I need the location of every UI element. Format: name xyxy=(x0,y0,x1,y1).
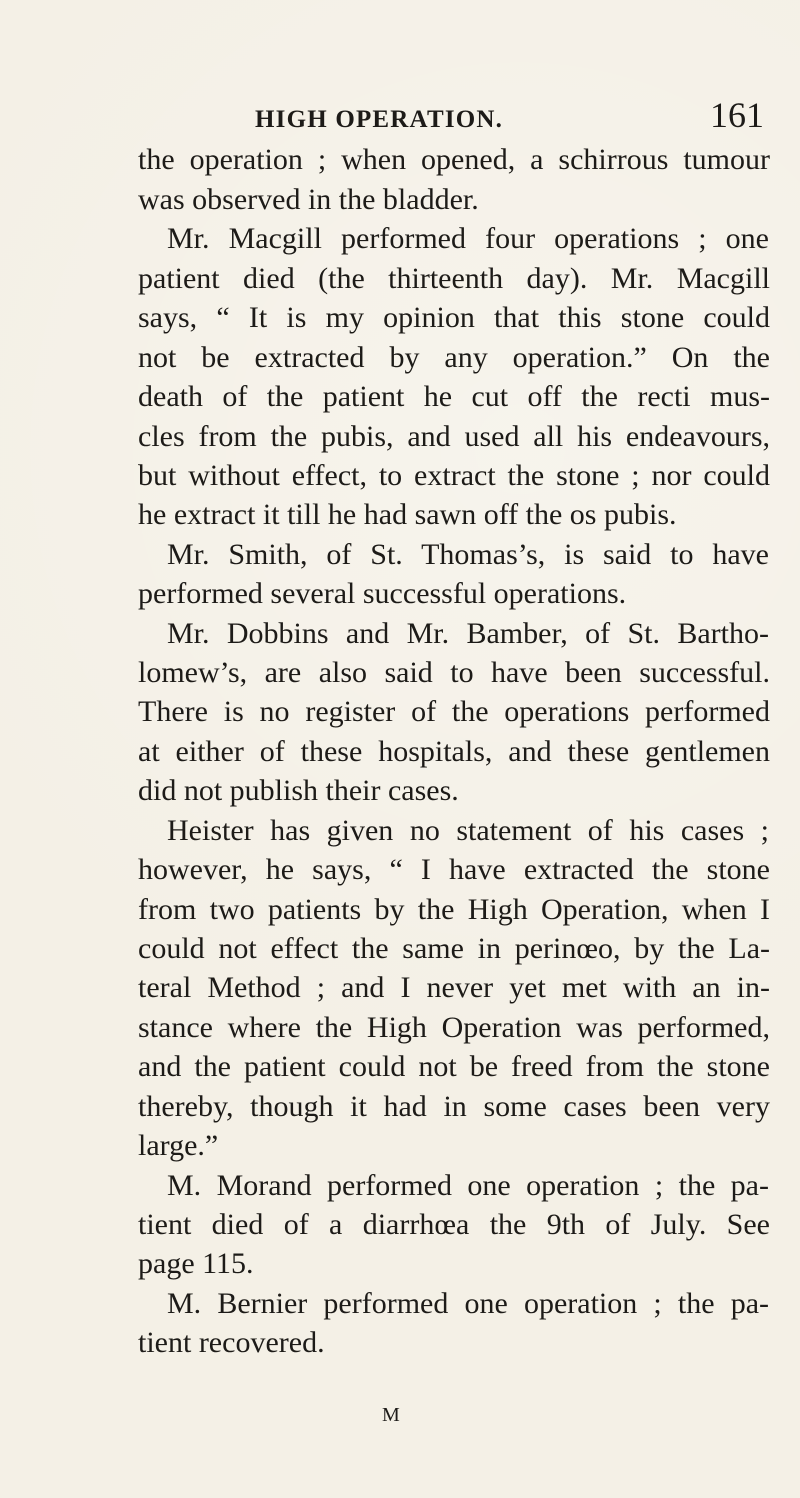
text-line: There is no register of the operations performed xyxy=(138,695,770,728)
text-line: says, “ It is my opinion that this stone could xyxy=(138,301,770,334)
text-line: at either of these hospitals, and these gentlemen xyxy=(138,735,770,768)
text-line: thereby, though it had in some cases been very xyxy=(138,1090,770,1123)
text-line: and the patient could not be freed from the stone xyxy=(138,1050,770,1083)
text-line: tient died of a diarrhœa the 9th of July. See xyxy=(138,1208,770,1241)
running-head: HIGH OPERATION. xyxy=(255,106,504,133)
text-line: cles from the pubis, and used all his endeavours, xyxy=(138,420,770,453)
signature-mark: M xyxy=(382,1404,401,1426)
text-line: teral Method ; and I never yet met with an in- xyxy=(138,971,770,1004)
text-line: did not publish their cases. xyxy=(138,774,459,807)
text-line: performed several successful operations. xyxy=(138,577,627,610)
text-line: large.” xyxy=(138,1129,219,1162)
text-line: patient died (the thirteenth day). Mr. Macgill xyxy=(138,262,770,295)
text-line: he extract it till he had sawn off the os pubis. xyxy=(138,498,677,531)
text-line: Mr. Dobbins and Mr. Bamber, of St. Bartho- xyxy=(167,617,769,650)
text-line: however, he says, “ I have extracted the stone xyxy=(138,853,770,886)
text-line: tient recovered. xyxy=(138,1326,325,1359)
text-line: M. Morand performed one operation ; the pa- xyxy=(167,1169,769,1202)
text-line: the operation ; when opened, a schirrous tumour xyxy=(138,143,770,176)
text-line: was observed in the bladder. xyxy=(138,183,479,216)
text-line: Mr. Macgill performed four operations ; one xyxy=(167,222,769,255)
text-line: Mr. Smith, of St. Thomas’s, is said to have xyxy=(167,538,769,571)
text-line: Heister has given no statement of his cases ; xyxy=(167,814,769,847)
text-line: M. Bernier performed one operation ; the pa- xyxy=(167,1287,769,1320)
text-line: death of the patient he cut off the recti mus- xyxy=(138,380,770,413)
text-line: but without effect, to extract the stone ; nor could xyxy=(138,459,770,492)
text-line: stance where the High Operation was performed, xyxy=(138,1011,770,1044)
text-line: page 115. xyxy=(138,1247,254,1280)
text-line: from two patients by the High Operation, when I xyxy=(138,893,770,926)
text-line: could not effect the same in perinœo, by the La- xyxy=(138,932,770,965)
text-line: lomew’s, are also said to have been successful. xyxy=(138,656,770,689)
text-line: not be extracted by any operation.” On the xyxy=(138,341,770,374)
page-number: 161 xyxy=(710,95,764,135)
